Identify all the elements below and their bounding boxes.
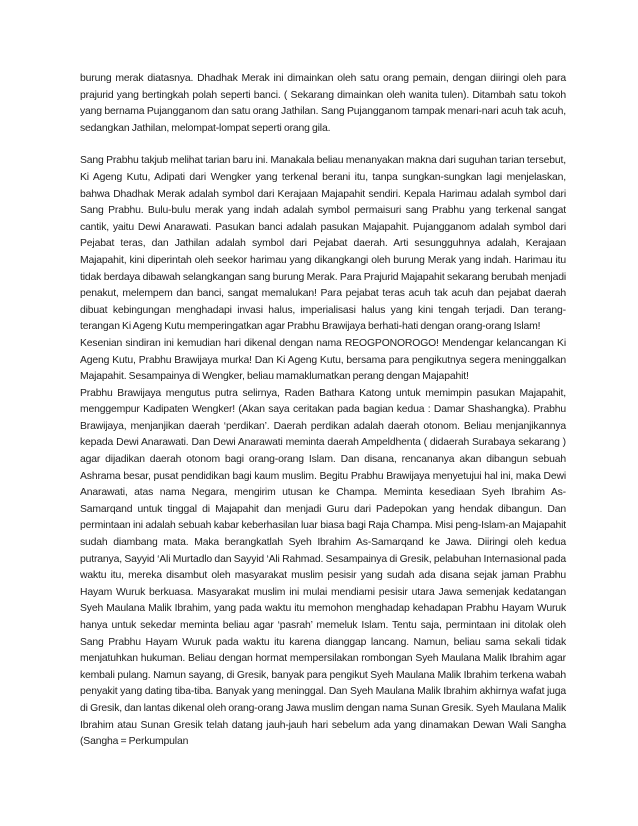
document-body <box>80 71 566 751</box>
paragraph: burung merak diatasnya. Dhadhak Merak ini dimainkan oleh satu orang pemain, dengan diiringi oleh para prajurid yang bertingkah polah seperti banci. ( Sekarang dimainkan oleh wanita tulen). Ditambah satu tokoh yang bernama Pujangganom dan satu orang Jathilan. Sang Pujangganom tampak menari-nari acuh tak acuh, sedangkan Jathilan, melompat-lompat seperti orang gila. <box>80 73 566 134</box>
paragraph: Prabhu Brawijaya mengutus putra selirnya, Raden Bathara Katong untuk memimpin pasukan Majapahit, menggempur Kadipaten Wengker! (Akan saya ceritakan pada bagian kedua : Damar Shashangka). Prabhu Brawijaya, menjanjikan daerah ‘perdikan’. Daerah perdikan adalah daerah otonom. Beliau menjanjikannya kepada Dewi Anarawati. Dan Dewi Anarawati meminta daerah Ampeldhenta ( didaerah Surabaya sekarang ) agar dijadikan daerah otonom bagi orang-orang Islam. Dan disana, rencananya akan dibangun sebuah Ashrama besar, pusat pendidikan bagi kaum muslim. Begitu Prabhu Brawijaya menyetujui hal ini, maka Dewi Anarawati, atas nama Negara, mengirim utusan ke Champa. Meminta kesediaan Syeh Ibrahim As-Samarqand untuk tinggal di Majapahit dan menjadi Guru dari Padepokan yang hendak dibangun. Dan permintaan ini adalah sebuah kabar keberhasilan luar biasa bagi Raja Champa. Misi peng-Islam-an Majapahit sudah diambang mata. Maka berangkatlah Syeh Ibrahim As-Samarqand ke Jawa. Diiringi oleh kedua putranya, Sayyid ‘Ali Murtadlo dan Sayyid ‘Ali Rahmad. Sesampainya di Gresik, pelabuhan Internasional pada waktu itu, mereka disambut oleh masyarakat muslim pesisir yang sudah ada disana sejak jaman Prabhu Hayam Wuruk berkuasa. Masyarakat muslim ini mulai mendiami pesisir utara Jawa semenjak kedatangan Syeh Maulana Malik Ibrahim, yang pada waktu itu memohon menghadap kehadapan Prabhu Hayam Wuruk hanya untuk sekedar meminta beliau agar ‘pasrah’ memeluk Islam. Tentu saja, permintaan ini ditolak oleh Sang Prabhu Hayam Wuruk pada waktu itu karena dianggap lancang. Namun, beliau sama sekali tidak menjatuhkan hukuman. Beliau dengan hormat mempersilakan rombongan Syeh Maulana Malik Ibrahim agar kembali pulang. Namun sayang, di Gresik, banyak para pengikut Syeh Maulana Malik Ibrahim terkena wabah penyakit yang dating tiba-tiba. Banyak yang meninggal. Dan Syeh Maulana Malik Ibrahim akhirnya wafat juga di Gresik, dan lantas dikenal oleh orang-orang Jawa muslim dengan nama Sunan Gresik. Syeh Maulana Malik Ibrahim atau Sunan Gresik telah datang jauh-jauh hari sebelum ada yang dinamakan Dewan Wali Sangha (Sangha = Perkumpulan <box>80 387 566 748</box>
paragraph: Sang Prabhu takjub melihat tarian baru ini. Manakala beliau menanyakan makna dari suguhan tarian tersebut, Ki Ageng Kutu, Adipati dari Wengker yang terkenal berani itu, tanpa sungkan-sungkan lagi menjelaskan, bahwa Dhadhak Merak adalah symbol dari Kerajaan Majapahit sendiri. Kepala Harimau adalah symbol dari Sang Prabhu. Bulu-bulu merak yang indah adalah symbol permaisuri sang Prabhu yang terkenal sangat cantik, yaitu Dewi Anarawati. Pasukan banci adalah pasukan Majapahit. Pujangganom adalah symbol dari Pejabat teras, dan Jathilan adalah symbol dari Pejabat daerah. Arti sesungguhnya adalah, Kerajaan Majapahit, kini diperintah oleh seekor harimau yang dikangkangi oleh burung Merak yang indah. Harimau itu tidak berdaya dibawah selangkangan sang burung Merak. Para Prajurid Majapahit sekarang berubah menjadi penakut, melempem dan banci, sangat memalukan! Para pejabat teras acuh tak acuh dan pejabat daerah dibuat kebingungan menghadapi invasi halus, imperialisasi halus yang kini tengah terjadi. Dan terang-terangan Ki Ageng Kutu memperingatkan agar Prabhu Brawijaya berhati-hati dengan orang-orang Islam! <box>80 155 566 333</box>
paragraph: Kesenian sindiran ini kemudian hari dikenal dengan nama REOGPONOROGO! Mendengar kelancangan Ki Ageng Kutu, Prabhu Brawijaya murka! Dan Ki Ageng Kutu, bersama para pengikutnya segera meninggalkan Majapahit. Sesampainya di Wengker, beliau mamaklumatkan perang dengan Majapahit! <box>80 337 566 383</box>
paragraph-gap <box>80 137 566 153</box>
